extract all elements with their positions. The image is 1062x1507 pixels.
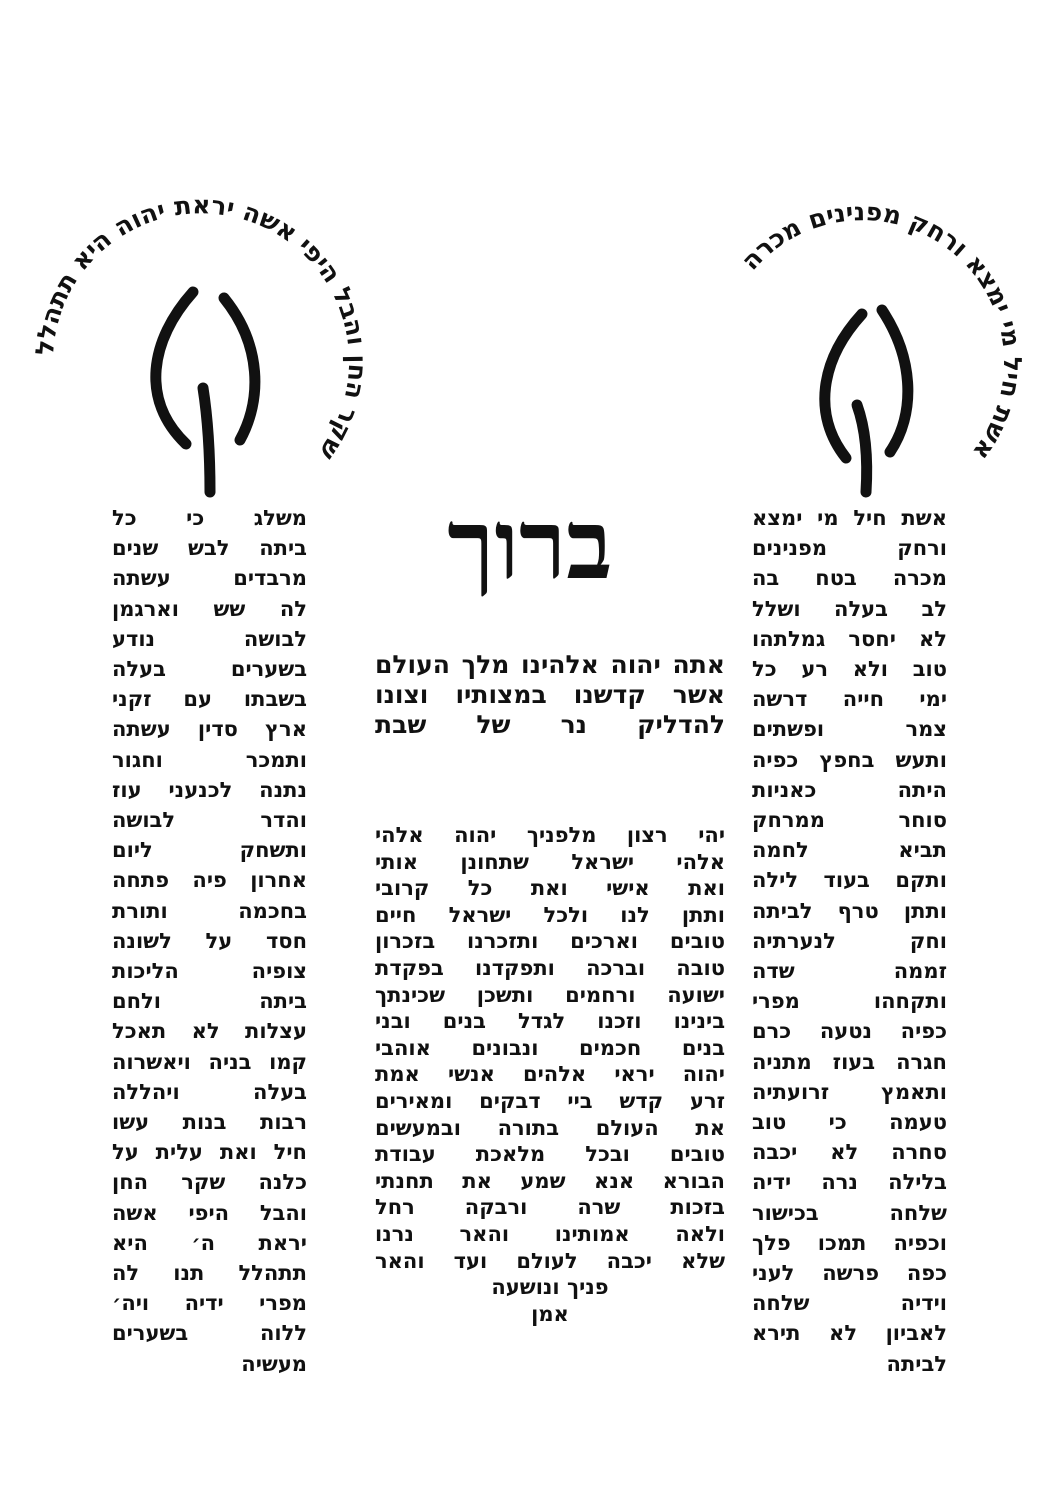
text-line: ותתן טרף לביתה xyxy=(752,898,947,923)
text-line: ותקם בעוד לילה xyxy=(752,868,947,893)
text-line: את העולם בתורה ובמעשים xyxy=(375,1115,725,1140)
text-line: אתה יהוה אלהינו מלך העולם xyxy=(375,650,725,679)
text-line: יהי רצון מלפניך יהוה אלהי xyxy=(375,823,725,847)
text-line: לא יחסר גמלתהו xyxy=(752,626,947,651)
text-line: ישועה ורחמים ותשכן שכינתך xyxy=(375,982,725,1007)
text-line: חיל ואת עלית על xyxy=(112,1140,307,1165)
text-line: בשבתו עם זקני xyxy=(112,687,307,712)
text-line: בנים חכמים ונבונים אוהבי xyxy=(375,1035,725,1060)
text-line: טעמה כי טוב xyxy=(752,1110,947,1135)
text-line: ורחק מפנינים xyxy=(752,536,947,561)
text-line: טובים ובכל מלאכת עבודת xyxy=(375,1142,725,1167)
text-line: ותקחהו מפרי xyxy=(752,989,947,1014)
text-line: בעלה ויהללה xyxy=(112,1079,307,1104)
right-column-eshet-chayil xyxy=(752,503,947,1379)
text-line: טובים וארכים ותזכרנו בזכרון xyxy=(375,929,725,954)
text-line: ותמכר וחגור xyxy=(112,747,307,772)
title-baruch: ברוך xyxy=(447,488,613,601)
text-line: חסד על לשונה xyxy=(112,928,307,953)
text-line: סוחר ממרחק xyxy=(752,808,947,833)
left-candle-flame-icon xyxy=(156,292,255,492)
right-candle-flame-icon xyxy=(825,310,908,492)
text-line: בחכמה ותורת xyxy=(112,898,307,923)
text-line: יראת ה׳ היא xyxy=(112,1230,307,1255)
text-line: פניך ונושעה xyxy=(491,1275,609,1300)
text-line: מכרה בטח בה xyxy=(752,566,947,591)
text-line: ביתה לבש שנים xyxy=(112,536,307,561)
text-line: טוב ולא רע כל xyxy=(752,657,947,682)
text-line: הבורא אנא שמע את תחנתי xyxy=(375,1168,725,1193)
text-line: זרע קדש ביי דבקים ומאירים xyxy=(375,1088,725,1113)
text-line: שלא יכבה לעולם ועד והאר xyxy=(375,1248,725,1273)
text-line: וחק לנערתיה xyxy=(752,928,947,953)
text-line: רבות בנות עשו xyxy=(112,1110,307,1135)
text-line: ימי חייה דרשה xyxy=(752,687,947,712)
text-line: יהוה יראי אלהים אנשי אמת xyxy=(375,1062,725,1087)
left-column-eshet-chayil xyxy=(112,503,307,1379)
text-line: וידיה שלחה xyxy=(752,1291,947,1316)
text-line: ותאמץ זרועתיה xyxy=(752,1079,947,1104)
text-line: והדר לבושה xyxy=(112,808,307,833)
text-line: שלחה בכישור xyxy=(752,1200,947,1225)
text-line: ותשחק ליום xyxy=(112,838,307,863)
text-line: מרבדים עשתה xyxy=(112,566,307,591)
text-line: לאביון לא תירא xyxy=(752,1321,947,1346)
text-line: מעשיה xyxy=(241,1351,307,1376)
candle-lighting-prayer xyxy=(375,822,725,1327)
text-line: תביא לחמה xyxy=(752,838,947,863)
right-arc-verse: אשת חיל מי ימצא ורחק מפנינים מכרה xyxy=(735,197,1028,466)
text-line: טובה וברכה ותפקדנו בפקדת xyxy=(375,955,725,980)
text-line: סחרה לא יכבה xyxy=(752,1140,947,1165)
text-line: לה שש וארגמן xyxy=(112,596,307,621)
text-line: אשת חיל מי ימצא xyxy=(752,506,947,530)
text-line: אשר קדשנו במצותיו וצונו xyxy=(375,680,725,709)
text-line: ללוה בשערים xyxy=(112,1321,307,1346)
text-line: צופיה הליכות xyxy=(112,959,307,984)
text-line: ארץ סדין עשתה xyxy=(112,717,307,742)
text-line: צמר ופשתים xyxy=(752,717,947,742)
text-line: ואת אישי ואת כל קרובי xyxy=(375,876,725,901)
text-line: אמן xyxy=(531,1301,569,1326)
text-line: לבושה נודע xyxy=(112,626,307,651)
text-line: עצלות לא תאכל xyxy=(112,1019,307,1044)
text-line: אלהי ישראל שתחונן אותי xyxy=(375,849,725,874)
left-arc-verse: שקר החן והבל היפי אשה יראת יהוה היא תתהלל xyxy=(30,190,373,466)
text-line: לב בעלה ושלל xyxy=(752,596,947,621)
text-line: ולאה אמותינו והאר נרנו xyxy=(375,1221,725,1246)
text-line: וכפיה תמכו פלך xyxy=(752,1230,947,1255)
text-line: משלג כי כל xyxy=(112,506,307,530)
text-line: כלנה שקר החן xyxy=(112,1170,307,1195)
text-line: והבל היפי אשה xyxy=(112,1200,307,1225)
text-line: כפה פרשה לעני xyxy=(752,1261,947,1286)
text-line: מפרי ידיה ויה׳ xyxy=(112,1291,307,1316)
text-line: ותתן לנו ולכל ישראל חיים xyxy=(375,902,725,927)
text-line: זממה שדה xyxy=(752,959,947,984)
text-line: בזכות שרה ורבקה רחל xyxy=(375,1195,725,1220)
text-line: ותעש בחפץ כפיה xyxy=(752,747,947,772)
candle-blessing xyxy=(375,650,725,740)
text-line: להדליק נר של שבת xyxy=(375,710,725,739)
text-line: היתה כאניות xyxy=(752,777,947,802)
text-line: נתנה לכנעני עוז xyxy=(112,777,307,802)
text-line: לביתה xyxy=(886,1351,947,1376)
text-line: ביתה ולחם xyxy=(112,989,307,1014)
text-line: תתהלל תנו לה xyxy=(112,1261,307,1286)
text-line: בינינו וזכנו לגדל בנים ובני xyxy=(375,1009,725,1034)
text-line: חגרה בעוז מתניה xyxy=(752,1049,947,1074)
text-line: בלילה נרה ידיה xyxy=(752,1170,947,1195)
text-line: קמו בניה ויאשרוה xyxy=(112,1049,307,1074)
text-line: כפיה נטעה כרם xyxy=(752,1019,947,1044)
text-line: אחרון פיה פתחה xyxy=(112,868,307,893)
text-line: בשערים בעלה xyxy=(112,657,307,682)
